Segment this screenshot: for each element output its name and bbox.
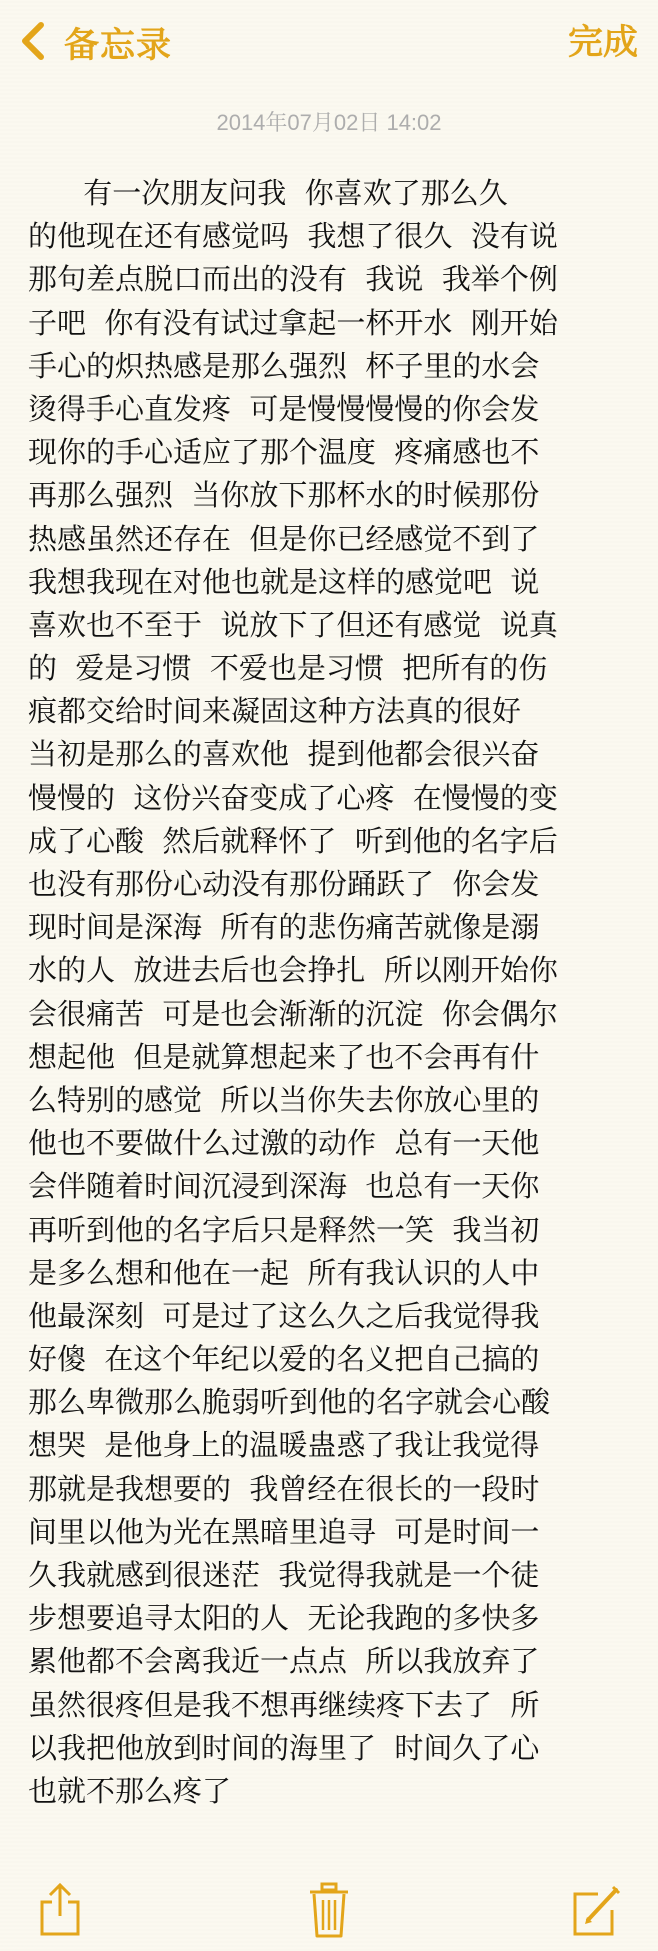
note-line: 手心的炽热感是那么强烈 杯子里的水会: [28, 348, 540, 383]
note-line: 当初是那么的喜欢他 提到他都会很兴奋: [28, 737, 540, 772]
note-line: 那句差点脱口而出的没有 我说 我举个例: [28, 262, 558, 297]
note-line: 烫得手心直发疼 可是慢慢慢慢的你会发: [28, 391, 540, 426]
note-line: 水的人 放进去后也会挣扎 所以刚开始你: [28, 953, 558, 988]
trash-icon: [308, 1882, 350, 1940]
note-line: 么特别的感觉 所以当你失去你放心里的: [28, 1082, 540, 1117]
note-line: 步想要追寻太阳的人 无论我跑的多快多: [28, 1601, 540, 1636]
back-button[interactable]: [20, 20, 172, 66]
note-line: 热感虽然还存在 但是你已经感觉不到了: [28, 521, 540, 556]
note-line: 现你的手心适应了那个温度 疼痛感也不: [28, 435, 540, 470]
note-line: 再那么强烈 当你放下那杯水的时候那份: [28, 478, 540, 513]
note-line: 痕都交给时间来凝固这种方法真的很好: [28, 694, 522, 729]
note-line: 想起他 但是就算想起来了也不会再有什: [28, 1039, 540, 1074]
note-line: 他也不要做什么过激的动作 总有一天他: [28, 1126, 540, 1161]
navigation-bar: [0, 0, 658, 96]
note-line: 累他都不会离我近一点点 所以我放弃了: [28, 1644, 540, 1679]
note-line: 有一次朋友问我 你喜欢了那么久: [28, 176, 508, 210]
back-button-label: 备忘录: [64, 26, 173, 66]
note-line: 间里以他为光在黑暗里追寻 可是时间一: [28, 1514, 540, 1549]
note-line: 以我把他放到时间的海里了 时间久了心: [28, 1730, 540, 1765]
note-line: 喜欢也不至于 说放下了但还有感觉 说真: [28, 607, 558, 642]
note-line: 会很痛苦 可是也会渐渐的沉淀 你会偶尔: [28, 996, 558, 1031]
note-timestamp: 2014年07月02日 14:02: [216, 110, 442, 135]
note-line: 好傻 在这个年纪以爱的名义把自己搞的: [28, 1342, 540, 1377]
note-line: 再听到他的名字后只是释然一笑 我当初: [28, 1212, 540, 1247]
note-line: 慢慢的 这份兴奋变成了心疼 在慢慢的变: [28, 780, 558, 815]
delete-button[interactable]: [308, 1882, 350, 1940]
bottom-toolbar: [0, 1856, 658, 1951]
chevron-left-icon: [20, 21, 46, 65]
note-line: 久我就感到很迷茫 我觉得我就是一个徒: [28, 1558, 540, 1592]
note-line: 我想我现在对他也就是这样的感觉吧 说: [28, 564, 540, 599]
note-line: 会伴随着时间沉浸到深海 也总有一天你: [28, 1169, 540, 1204]
note-line: 他最深刻 可是过了这么久之后我觉得我: [28, 1298, 540, 1333]
note-line: 也就不那么疼了: [28, 1773, 232, 1808]
share-icon: [38, 1882, 82, 1938]
note-line: 子吧 你有没有试过拿起一杯开水 刚开始: [28, 305, 558, 340]
note-line: 是多么想和他在一起 所有我认识的人中: [28, 1255, 540, 1290]
note-line: 想哭 是他身上的温暖蛊惑了我让我觉得: [28, 1428, 540, 1463]
compose-icon: [572, 1882, 622, 1938]
note-line: 那么卑微那么脆弱听到他的名字就会心酸: [28, 1385, 551, 1420]
note-line: 也没有那份心动没有那份踊跃了 你会发: [28, 867, 540, 901]
note-line: 成了心酸 然后就释怀了 听到他的名字后: [28, 823, 558, 858]
done-button[interactable]: 完成: [567, 23, 638, 63]
note-line: 的 爱是习惯 不爱也是习惯 把所有的伤: [28, 651, 548, 686]
note-line: 现时间是深海 所有的悲伤痛苦就像是溺: [28, 910, 540, 945]
note-line: 的他现在还有感觉吗 我想了很久 没有说: [28, 219, 558, 254]
compose-button[interactable]: [572, 1882, 622, 1938]
note-line: 那就是我想要的 我曾经在很长的一段时: [28, 1471, 540, 1506]
note-line: 虽然很疼但是我不想再继续疼下去了 所: [28, 1687, 540, 1722]
note-body[interactable]: [28, 172, 633, 1813]
share-button[interactable]: [38, 1882, 82, 1938]
